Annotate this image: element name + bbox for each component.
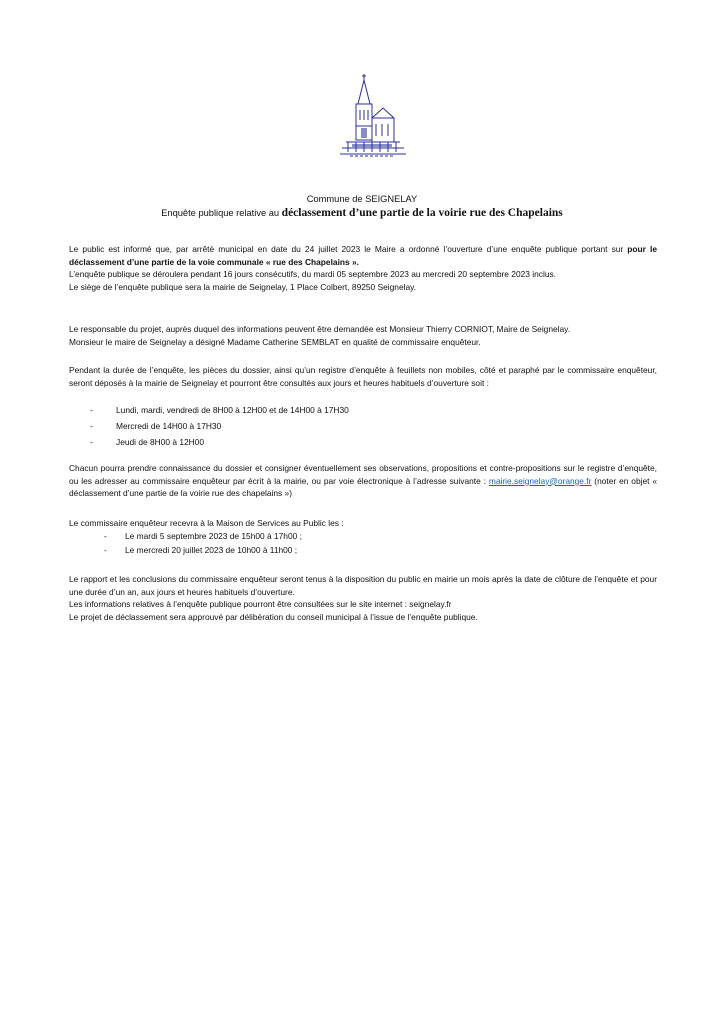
dash-bullet: - (90, 405, 93, 415)
dash-bullet: - (104, 531, 107, 541)
paragraph-announcement (69, 243, 657, 293)
list-item-text: Jeudi de 8H00 à 12H00 (116, 437, 205, 447)
list-item (104, 530, 302, 544)
commissioner-line: Monsieur le maire de Seignelay a désigné Madame Catherine SEMBLAT en qualité de commissaire enquêteur. (69, 336, 481, 347)
list-item (104, 544, 302, 558)
observations-note: (noter en objet « déclassement d’une partie de la voirie rue des chapelains ») (69, 475, 657, 499)
report-line2: Les informations relatives à l’enquête publique pourront être consultées sur le site internet : seignelay.fr (69, 599, 452, 610)
document-title (0, 193, 724, 220)
list-item-text: Le mardi 5 septembre 2023 de 15h00 à 17h00 ; (125, 531, 302, 541)
list-item-text: Lundi, mardi, vendredi de 8H00 à 12H00 et de 14H00 à 17H30 (116, 405, 349, 415)
paragraph-permanences (69, 517, 657, 530)
responsible-line: Le responsable du projet, auprès duquel des informations peuvent être demandée est Monsieur Thierry CORNIOT, Maire de Seignelay. (69, 324, 571, 334)
paragraph-report (69, 573, 657, 623)
announcement-seat: Le siège de l’enquête publique sera la mairie de Seignelay, 1 Place Colbert, 89250 Seignelay. (69, 281, 417, 292)
dash-bullet: - (90, 421, 93, 431)
paragraph-observations (69, 462, 657, 500)
announcement-dates: L’enquête publique se déroulera pendant 16 jours consécutifs, du mardi 05 septembre 2023 au mercredi 20 septembre 2023 inclus. (69, 269, 556, 280)
list-item-text: Le mercredi 20 juillet 2023 de 10h00 à 11h00 ; (125, 545, 298, 555)
subtitle (0, 206, 724, 220)
paragraph-documents (69, 364, 657, 389)
church-tower-logo (336, 70, 408, 162)
announcement-text: Le public est informé que, par arrêté municipal en date du 24 juillet 2023 le Maire a ordonné l’ouverture d’une enquête publique portant sur (69, 244, 628, 254)
list-item (90, 420, 349, 436)
report-line3: Le projet de déclassement sera approuvé par délibération du conseil municipal à l’issue de l’enquête publique. (69, 611, 478, 622)
subtitle-main: déclassement d’une partie de la voirie rue des Chapelains (281, 207, 563, 219)
permanences-list (104, 530, 302, 558)
list-item (90, 436, 349, 452)
report-line1: Le rapport et les conclusions du commissaire enquêteur seront tenus à la disposition du public en mairie un mois après la date de clôture de l’enquête et pour une durée d’un an, aux jours et heures habituels d’ouverture. (69, 574, 657, 597)
announcement-line1 (69, 243, 657, 268)
observations-intro: Chacun pourra prendre connaissance du dossier et consigner éventuellement ses observations, propositions et contre-propositions sur le registre d’enquête, ou les adresser au commissaire enquêteur par écrit à la mairie, ou par voie électronique à l’adresse suivante : (69, 463, 657, 486)
opening-hours-list (90, 404, 349, 452)
announcement-subject: pour le déclassement d’une partie de la voie communale « rue des Chapelains ». (69, 244, 657, 267)
dash-bullet: - (104, 545, 107, 555)
email-link[interactable]: mairie.seignelay@orange.fr (488, 475, 592, 486)
paragraph-responsible (69, 323, 657, 348)
list-item-text: Mercredi de 14H00 à 17H30 (116, 421, 222, 431)
observations-text (69, 462, 657, 500)
commune-title: Commune de SEIGNELAY (306, 194, 418, 204)
list-item (90, 404, 349, 420)
documents-text: Pendant la durée de l’enquête, les pièces du dossier, ainsi qu’un registre d’enquête à feuillets non mobiles, côté et paraphé par le commissaire enquêteur, seront déposés à la mairie de Seignelay et pourront être consultés aux jours et heures habituels d’ouverture soit : (69, 365, 657, 388)
subtitle-prefix: Enquête publique relative au (161, 208, 280, 218)
dash-bullet: - (90, 437, 93, 447)
permanences-intro: Le commissaire enquêteur recevra à la Maison de Services au Public les : (69, 518, 344, 528)
